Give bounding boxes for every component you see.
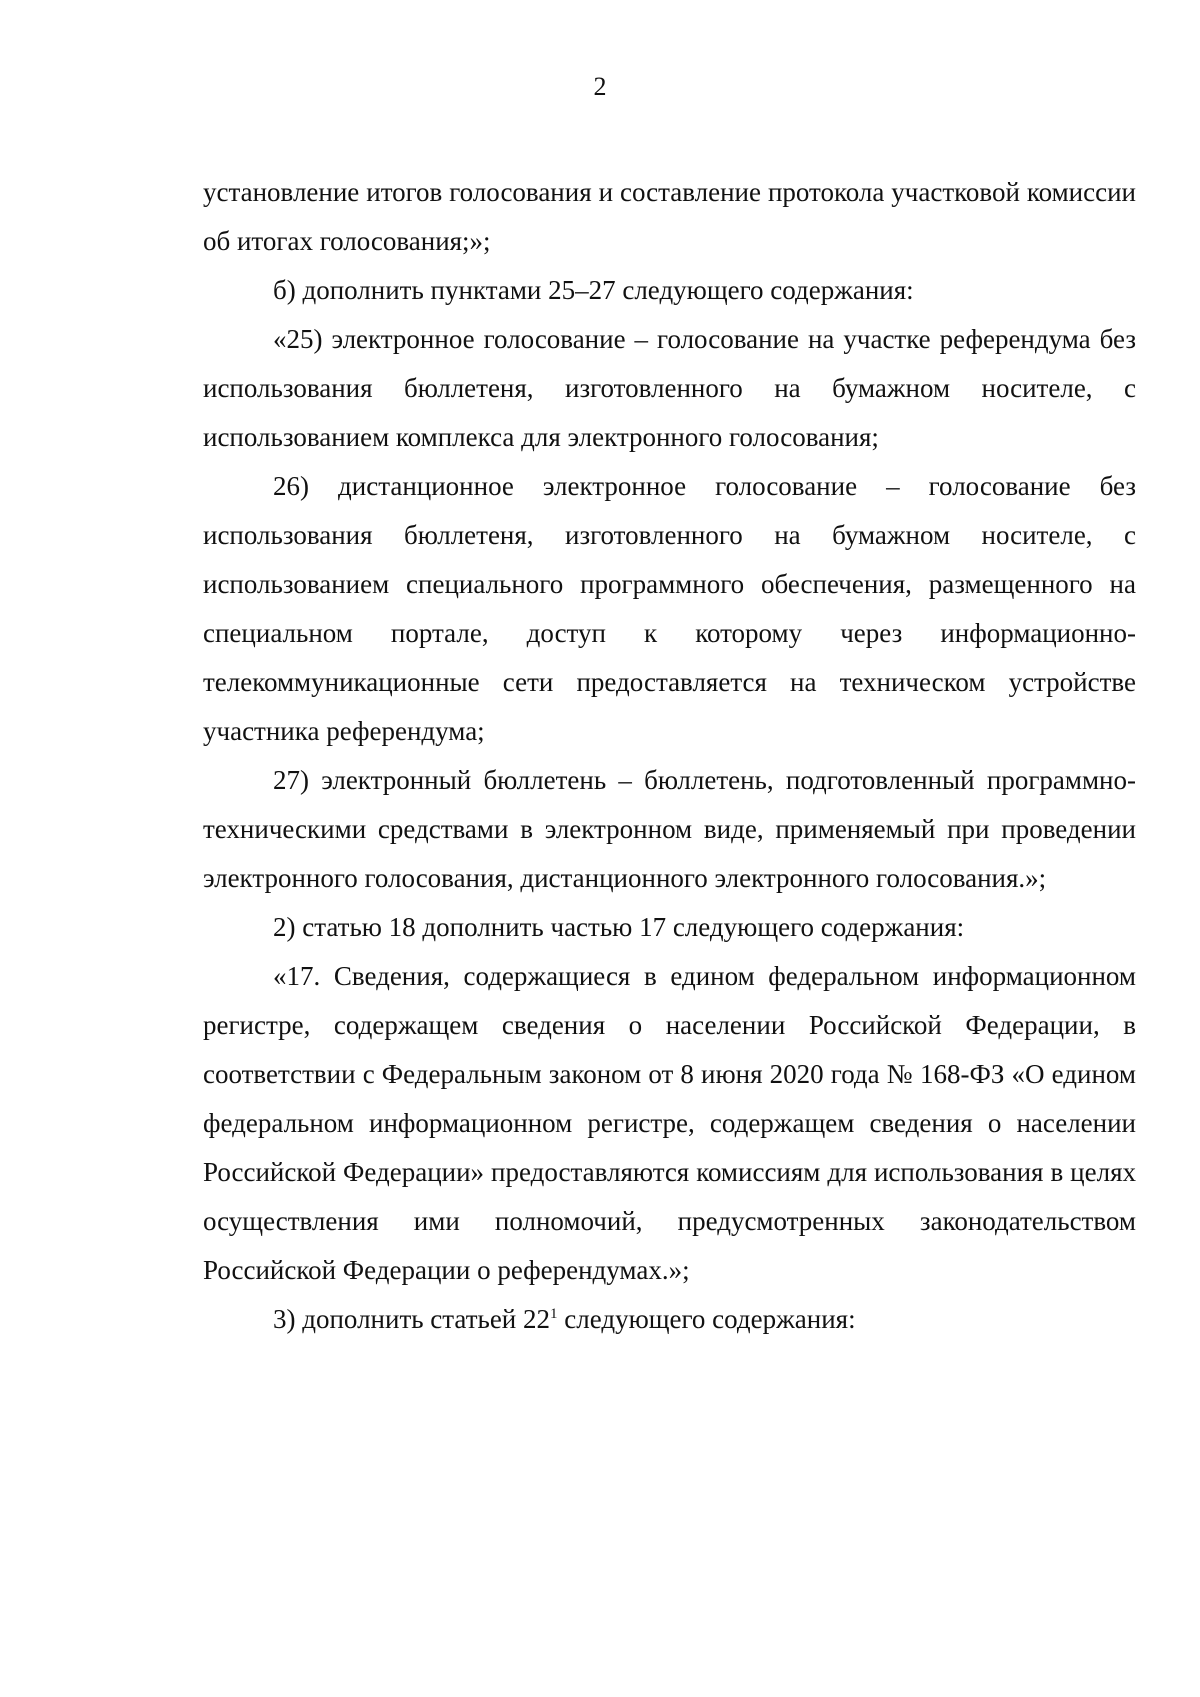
paragraph-item-2: 2) статью 18 дополнить частью 17 следующего содержания: — [273, 912, 965, 942]
paragraph-item-3-text: 3) дополнить статьей 22 — [273, 1304, 551, 1334]
superscript-number: 1 — [550, 1306, 558, 1322]
paragraph-item-3-tail: следующего содержания: — [557, 1304, 856, 1334]
paragraph-item-b: б) дополнить пунктами 25–27 следующего содержания: — [273, 275, 914, 305]
paragraph-definition-27: 27) электронный бюллетень – бюллетень, подготовленный программно-техническими средствами в электронном виде, применяемый при проведении электронного голосования, дистанционного электронного голосования.»; — [203, 765, 1136, 893]
paragraph-part-17: «17. Сведения, содержащиеся в едином федеральном информационном регистре, содержащем сведения о населении Российской Федерации, в соответствии с Федеральным законом от 8 июня 2020 года № 168-ФЗ «О едином федеральном информационном регистре, содержащем сведения о населении Российской Федерации» предоставляются комиссиям для использования в целях осуществления ими полномочий, предусмотренных законодательством Российской Федерации о референдумах.»; — [203, 961, 1136, 1285]
paragraph-item-3 — [203, 1295, 1136, 1344]
paragraph-definition-25: «25) электронное голосование – голосование на участке референдума без использования бюллетеня, изготовленного на бумажном носителе, с использованием комплекса для электронного голосования; — [203, 324, 1136, 452]
paragraph-continuation: установление итогов голосования и составление протокола участковой комиссии об итогах голосования;»; — [203, 177, 1136, 256]
document-body — [203, 168, 1136, 1344]
paragraph-definition-26: 26) дистанционное электронное голосование – голосование без использования бюллетеня, изготовленного на бумажном носителе, с использованием специального программного обеспечения, размещенного на специальном портале, доступ к которому через информационно-телекоммуникационные сети предоставляется на техническом устройстве участника референдума; — [203, 471, 1136, 746]
page-number: 2 — [593, 72, 607, 101]
